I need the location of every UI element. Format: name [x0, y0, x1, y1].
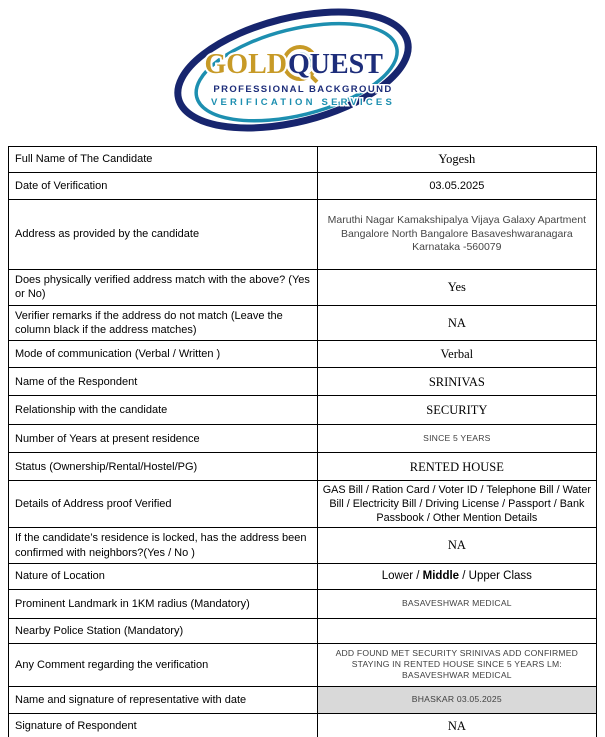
- row-label: If the candidate’s residence is locked, has the address been confirmed with neighbors?(Yes / No ): [9, 528, 318, 564]
- table-row: [9, 173, 597, 200]
- row-value: GAS Bill / Ration Card / Voter ID / Telephone Bill / Water Bill / Electricity Bill / Driving License / Passport / Bank Passbook / Other Mention Details: [317, 481, 596, 528]
- goldquest-logo: [0, 0, 605, 144]
- row-label: Number of Years at present residence: [9, 425, 318, 453]
- row-label: Full Name of The Candidate: [9, 147, 318, 173]
- table-row: [9, 341, 597, 368]
- table-row: [9, 643, 597, 686]
- row-value: [317, 618, 596, 643]
- row-value: Yes: [317, 270, 596, 306]
- row-value: SINCE 5 YEARS: [317, 425, 596, 453]
- table-row: [9, 563, 597, 589]
- row-value: SRINIVAS: [317, 368, 596, 396]
- row-label: Mode of communication (Verbal / Written ): [9, 341, 318, 368]
- logo-word-gold: GOLD: [204, 49, 287, 80]
- nature-option-selected: Middle: [422, 569, 460, 582]
- table-row: [9, 368, 597, 396]
- row-label: Nature of Location: [9, 563, 318, 589]
- row-value: NA: [317, 713, 596, 737]
- table-row: [9, 270, 597, 306]
- row-value: SECURITY: [317, 396, 596, 425]
- logo-tagline-1: PROFESSIONAL BACKGROUND: [212, 84, 393, 95]
- row-value: 03.05.2025: [317, 173, 596, 200]
- table-row: [9, 713, 597, 737]
- table-row: [9, 528, 597, 564]
- table-row: [9, 396, 597, 425]
- row-value: ADD FOUND MET SECURITY SRINIVAS ADD CONFIRMED STAYING IN RENTED HOUSE SINCE 5 YEARS LM: BASAVESHWAR MEDICAL: [317, 643, 596, 686]
- table-row: [9, 481, 597, 528]
- row-label: Prominent Landmark in 1KM radius (Mandatory): [9, 589, 318, 618]
- row-value: [317, 563, 596, 589]
- row-value: NA: [317, 528, 596, 564]
- row-value: Maruthi Nagar Kamakshipalya Vijaya Galaxy Apartment Bangalore North Bangalore Basaveshwaranagara Karnataka -560079: [317, 200, 596, 270]
- row-label: Name and signature of representative with date: [9, 686, 318, 713]
- row-label: Nearby Police Station (Mandatory): [9, 618, 318, 643]
- row-value: Verbal: [317, 341, 596, 368]
- verification-table: [8, 146, 597, 737]
- row-value: Yogesh: [317, 147, 596, 173]
- logo-word-quest: QUEST: [287, 49, 383, 80]
- row-label: Any Comment regarding the verification: [9, 643, 318, 686]
- row-label: Verifier remarks if the address do not match (Leave the column black if the address matches): [9, 305, 318, 341]
- nature-option-upper: / Upper Class: [459, 569, 532, 582]
- row-label: Signature of Respondent: [9, 713, 318, 737]
- row-value: NA: [317, 305, 596, 341]
- table-row: [9, 147, 597, 173]
- row-label: Name of the Respondent: [9, 368, 318, 396]
- table-row: [9, 686, 597, 713]
- table-row: [9, 618, 597, 643]
- table-row: [9, 425, 597, 453]
- row-label: Date of Verification: [9, 173, 318, 200]
- row-value: RENTED HOUSE: [317, 453, 596, 481]
- row-label: Details of Address proof Verified: [9, 481, 318, 528]
- row-label: Relationship with the candidate: [9, 396, 318, 425]
- goldquest-logo-graphic: [153, 6, 453, 144]
- logo-tagline-2: VERIFICATION SERVICES: [210, 97, 395, 108]
- table-row: [9, 589, 597, 618]
- row-label: Address as provided by the candidate: [9, 200, 318, 270]
- row-label: Status (Ownership/Rental/Hostel/PG): [9, 453, 318, 481]
- row-value: BASAVESHWAR MEDICAL: [317, 589, 596, 618]
- table-row: [9, 305, 597, 341]
- row-value-highlighted: BHASKAR 03.05.2025: [317, 686, 596, 713]
- row-label: Does physically verified address match with the above? (Yes or No): [9, 270, 318, 306]
- nature-option-lower: Lower /: [381, 569, 423, 582]
- table-row: [9, 200, 597, 270]
- table-row: [9, 453, 597, 481]
